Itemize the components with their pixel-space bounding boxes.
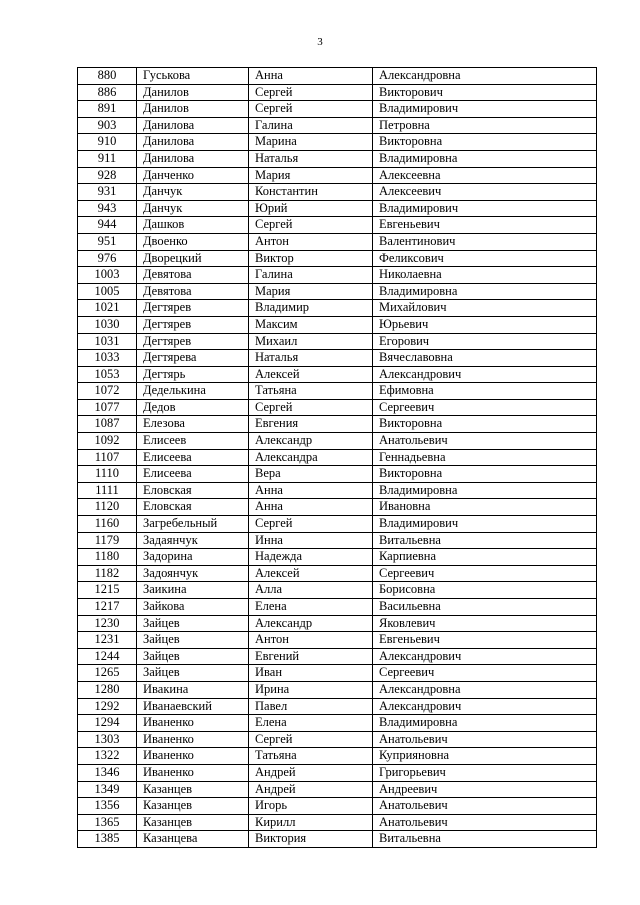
row-number-cell: 1365: [78, 814, 137, 831]
first-name-cell: Инна: [249, 532, 373, 549]
first-name-cell: Мария: [249, 167, 373, 184]
table-row: [78, 565, 597, 582]
first-name-cell: Виктория: [249, 831, 373, 848]
row-number-cell: 944: [78, 217, 137, 234]
first-name-cell: Сергей: [249, 84, 373, 101]
table-row: [78, 399, 597, 416]
first-name-cell: Алла: [249, 582, 373, 599]
last-name-cell: Дедов: [137, 399, 249, 416]
first-name-cell: Виктор: [249, 250, 373, 267]
first-name-cell: Сергей: [249, 217, 373, 234]
last-name-cell: Данченко: [137, 167, 249, 184]
patronymic-cell: Владимирович: [373, 101, 597, 118]
table-row: [78, 599, 597, 616]
first-name-cell: Евгения: [249, 416, 373, 433]
first-name-cell: Сергей: [249, 101, 373, 118]
first-name-cell: Галина: [249, 267, 373, 284]
first-name-cell: Татьяна: [249, 748, 373, 765]
row-number-cell: 1110: [78, 466, 137, 483]
last-name-cell: Дворецкий: [137, 250, 249, 267]
last-name-cell: Зайцев: [137, 665, 249, 682]
row-number-cell: 1003: [78, 267, 137, 284]
last-name-cell: Задоянчук: [137, 565, 249, 582]
row-number-cell: 1180: [78, 549, 137, 566]
row-number-cell: 880: [78, 68, 137, 85]
first-name-cell: Андрей: [249, 781, 373, 798]
first-name-cell: Мария: [249, 283, 373, 300]
patronymic-cell: Васильевна: [373, 599, 597, 616]
patronymic-cell: Ивановна: [373, 499, 597, 516]
first-name-cell: Наталья: [249, 350, 373, 367]
patronymic-cell: Андреевич: [373, 781, 597, 798]
row-number-cell: 951: [78, 233, 137, 250]
first-name-cell: Елена: [249, 599, 373, 616]
patronymic-cell: Алексеевна: [373, 167, 597, 184]
table-row: [78, 200, 597, 217]
patronymic-cell: Алексеевич: [373, 184, 597, 201]
first-name-cell: Галина: [249, 117, 373, 134]
first-name-cell: Ирина: [249, 681, 373, 698]
table-row: [78, 101, 597, 118]
row-number-cell: 928: [78, 167, 137, 184]
row-number-cell: 1053: [78, 366, 137, 383]
patronymic-cell: Николаевна: [373, 267, 597, 284]
row-number-cell: 1021: [78, 300, 137, 317]
table-row: [78, 316, 597, 333]
patronymic-cell: Михайлович: [373, 300, 597, 317]
row-number-cell: 1077: [78, 399, 137, 416]
last-name-cell: Задаянчук: [137, 532, 249, 549]
first-name-cell: Татьяна: [249, 383, 373, 400]
table-row: [78, 798, 597, 815]
first-name-cell: Константин: [249, 184, 373, 201]
last-name-cell: Еловская: [137, 482, 249, 499]
last-name-cell: Иваненко: [137, 748, 249, 765]
table-row: [78, 250, 597, 267]
roster-body: [78, 68, 597, 848]
patronymic-cell: Егорович: [373, 333, 597, 350]
first-name-cell: Максим: [249, 316, 373, 333]
first-name-cell: Надежда: [249, 549, 373, 566]
row-number-cell: 1120: [78, 499, 137, 516]
patronymic-cell: Куприяновна: [373, 748, 597, 765]
first-name-cell: Андрей: [249, 764, 373, 781]
last-name-cell: Двоенко: [137, 233, 249, 250]
page-number: 3: [317, 36, 323, 48]
first-name-cell: Вера: [249, 466, 373, 483]
roster-table: [77, 67, 597, 848]
table-row: [78, 814, 597, 831]
patronymic-cell: Владимировна: [373, 283, 597, 300]
last-name-cell: Иваненко: [137, 731, 249, 748]
row-number-cell: 1244: [78, 648, 137, 665]
table-row: [78, 781, 597, 798]
last-name-cell: Зайцев: [137, 632, 249, 649]
patronymic-cell: Владимирович: [373, 516, 597, 533]
table-row: [78, 648, 597, 665]
last-name-cell: Елисеева: [137, 449, 249, 466]
patronymic-cell: Владимирович: [373, 200, 597, 217]
table-row: [78, 764, 597, 781]
table-row: [78, 582, 597, 599]
table-row: [78, 499, 597, 516]
first-name-cell: Александр: [249, 615, 373, 632]
first-name-cell: Александра: [249, 449, 373, 466]
first-name-cell: Михаил: [249, 333, 373, 350]
row-number-cell: 1087: [78, 416, 137, 433]
table-row: [78, 300, 597, 317]
row-number-cell: 1294: [78, 715, 137, 732]
table-row: [78, 831, 597, 848]
first-name-cell: Кирилл: [249, 814, 373, 831]
row-number-cell: 1230: [78, 615, 137, 632]
first-name-cell: Антон: [249, 233, 373, 250]
table-row: [78, 283, 597, 300]
table-row: [78, 150, 597, 167]
last-name-cell: Дегтярев: [137, 316, 249, 333]
row-number-cell: 1217: [78, 599, 137, 616]
last-name-cell: Данилова: [137, 134, 249, 151]
patronymic-cell: Сергеевич: [373, 665, 597, 682]
first-name-cell: Павел: [249, 698, 373, 715]
row-number-cell: 1265: [78, 665, 137, 682]
patronymic-cell: Григорьевич: [373, 764, 597, 781]
patronymic-cell: Петровна: [373, 117, 597, 134]
patronymic-cell: Евгеньевич: [373, 632, 597, 649]
row-number-cell: 910: [78, 134, 137, 151]
patronymic-cell: Витальевна: [373, 831, 597, 848]
row-number-cell: 1160: [78, 516, 137, 533]
last-name-cell: Данилова: [137, 150, 249, 167]
patronymic-cell: Евгеньевич: [373, 217, 597, 234]
patronymic-cell: Викторовна: [373, 416, 597, 433]
table-row: [78, 466, 597, 483]
patronymic-cell: Вячеславовна: [373, 350, 597, 367]
table-row: [78, 217, 597, 234]
last-name-cell: Дашков: [137, 217, 249, 234]
table-row: [78, 267, 597, 284]
table-row: [78, 134, 597, 151]
patronymic-cell: Владимировна: [373, 150, 597, 167]
table-row: [78, 665, 597, 682]
table-row: [78, 233, 597, 250]
first-name-cell: Сергей: [249, 516, 373, 533]
table-row: [78, 433, 597, 450]
last-name-cell: Загребельный: [137, 516, 249, 533]
patronymic-cell: Александрович: [373, 648, 597, 665]
last-name-cell: Дегтярев: [137, 300, 249, 317]
row-number-cell: 911: [78, 150, 137, 167]
row-number-cell: 1031: [78, 333, 137, 350]
first-name-cell: Владимир: [249, 300, 373, 317]
table-row: [78, 681, 597, 698]
last-name-cell: Иваненко: [137, 764, 249, 781]
row-number-cell: 1303: [78, 731, 137, 748]
patronymic-cell: Анатольевич: [373, 814, 597, 831]
patronymic-cell: Геннадьевна: [373, 449, 597, 466]
patronymic-cell: Александрович: [373, 366, 597, 383]
patronymic-cell: Валентинович: [373, 233, 597, 250]
first-name-cell: Иван: [249, 665, 373, 682]
last-name-cell: Гуськова: [137, 68, 249, 85]
last-name-cell: Еловская: [137, 499, 249, 516]
last-name-cell: Зайцев: [137, 648, 249, 665]
last-name-cell: Елисеев: [137, 433, 249, 450]
last-name-cell: Деделькина: [137, 383, 249, 400]
row-number-cell: 1346: [78, 764, 137, 781]
table-row: [78, 68, 597, 85]
row-number-cell: 1107: [78, 449, 137, 466]
patronymic-cell: Карпиевна: [373, 549, 597, 566]
row-number-cell: 1182: [78, 565, 137, 582]
first-name-cell: Антон: [249, 632, 373, 649]
table-row: [78, 698, 597, 715]
table-row: [78, 84, 597, 101]
patronymic-cell: Ефимовна: [373, 383, 597, 400]
first-name-cell: Сергей: [249, 399, 373, 416]
last-name-cell: Данилова: [137, 117, 249, 134]
row-number-cell: 1072: [78, 383, 137, 400]
patronymic-cell: Александровна: [373, 68, 597, 85]
row-number-cell: 1092: [78, 433, 137, 450]
last-name-cell: Зайцев: [137, 615, 249, 632]
table-row: [78, 449, 597, 466]
row-number-cell: 1111: [78, 482, 137, 499]
row-number-cell: 886: [78, 84, 137, 101]
last-name-cell: Дегтярев: [137, 333, 249, 350]
row-number-cell: 1005: [78, 283, 137, 300]
patronymic-cell: Сергеевич: [373, 399, 597, 416]
last-name-cell: Ивакина: [137, 681, 249, 698]
first-name-cell: Анна: [249, 482, 373, 499]
first-name-cell: Анна: [249, 68, 373, 85]
last-name-cell: Девятова: [137, 267, 249, 284]
last-name-cell: Казанцев: [137, 798, 249, 815]
last-name-cell: Казанцев: [137, 814, 249, 831]
last-name-cell: Иваненко: [137, 715, 249, 732]
table-row: [78, 117, 597, 134]
last-name-cell: Задорина: [137, 549, 249, 566]
last-name-cell: Данчук: [137, 200, 249, 217]
row-number-cell: 931: [78, 184, 137, 201]
table-row: [78, 532, 597, 549]
last-name-cell: Казанцева: [137, 831, 249, 848]
last-name-cell: Заикина: [137, 582, 249, 599]
table-row: [78, 366, 597, 383]
patronymic-cell: Викторовна: [373, 134, 597, 151]
last-name-cell: Дегтярь: [137, 366, 249, 383]
patronymic-cell: Анатольевич: [373, 798, 597, 815]
patronymic-cell: Викторовна: [373, 466, 597, 483]
patronymic-cell: Борисовна: [373, 582, 597, 599]
row-number-cell: 1356: [78, 798, 137, 815]
table-row: [78, 549, 597, 566]
patronymic-cell: Александровна: [373, 681, 597, 698]
last-name-cell: Данилов: [137, 84, 249, 101]
table-row: [78, 516, 597, 533]
patronymic-cell: Яковлевич: [373, 615, 597, 632]
table-row: [78, 350, 597, 367]
row-number-cell: 976: [78, 250, 137, 267]
row-number-cell: 1033: [78, 350, 137, 367]
patronymic-cell: Юрьевич: [373, 316, 597, 333]
first-name-cell: Алексей: [249, 565, 373, 582]
table-row: [78, 184, 597, 201]
row-number-cell: 1280: [78, 681, 137, 698]
first-name-cell: Юрий: [249, 200, 373, 217]
last-name-cell: Дегтярева: [137, 350, 249, 367]
row-number-cell: 1292: [78, 698, 137, 715]
table-row: [78, 416, 597, 433]
row-number-cell: 903: [78, 117, 137, 134]
first-name-cell: Елена: [249, 715, 373, 732]
patronymic-cell: Владимировна: [373, 715, 597, 732]
table-row: [78, 333, 597, 350]
table-row: [78, 615, 597, 632]
last-name-cell: Данилов: [137, 101, 249, 118]
first-name-cell: Анна: [249, 499, 373, 516]
first-name-cell: Наталья: [249, 150, 373, 167]
last-name-cell: Елисеева: [137, 466, 249, 483]
table-row: [78, 383, 597, 400]
patronymic-cell: Анатольевич: [373, 433, 597, 450]
table-row: [78, 731, 597, 748]
patronymic-cell: Викторович: [373, 84, 597, 101]
first-name-cell: Игорь: [249, 798, 373, 815]
row-number-cell: 1322: [78, 748, 137, 765]
patronymic-cell: Александрович: [373, 698, 597, 715]
row-number-cell: 1349: [78, 781, 137, 798]
row-number-cell: 891: [78, 101, 137, 118]
last-name-cell: Девятова: [137, 283, 249, 300]
patronymic-cell: Владимировна: [373, 482, 597, 499]
table-row: [78, 482, 597, 499]
table-row: [78, 748, 597, 765]
patronymic-cell: Феликсович: [373, 250, 597, 267]
last-name-cell: Казанцев: [137, 781, 249, 798]
first-name-cell: Евгений: [249, 648, 373, 665]
row-number-cell: 1179: [78, 532, 137, 549]
row-number-cell: 943: [78, 200, 137, 217]
patronymic-cell: Анатольевич: [373, 731, 597, 748]
first-name-cell: Марина: [249, 134, 373, 151]
patronymic-cell: Витальевна: [373, 532, 597, 549]
last-name-cell: Данчук: [137, 184, 249, 201]
table-row: [78, 632, 597, 649]
row-number-cell: 1030: [78, 316, 137, 333]
last-name-cell: Зайкова: [137, 599, 249, 616]
last-name-cell: Елезова: [137, 416, 249, 433]
last-name-cell: Иванаевский: [137, 698, 249, 715]
first-name-cell: Александр: [249, 433, 373, 450]
row-number-cell: 1385: [78, 831, 137, 848]
row-number-cell: 1231: [78, 632, 137, 649]
row-number-cell: 1215: [78, 582, 137, 599]
table-row: [78, 715, 597, 732]
first-name-cell: Сергей: [249, 731, 373, 748]
first-name-cell: Алексей: [249, 366, 373, 383]
table-row: [78, 167, 597, 184]
patronymic-cell: Сергеевич: [373, 565, 597, 582]
